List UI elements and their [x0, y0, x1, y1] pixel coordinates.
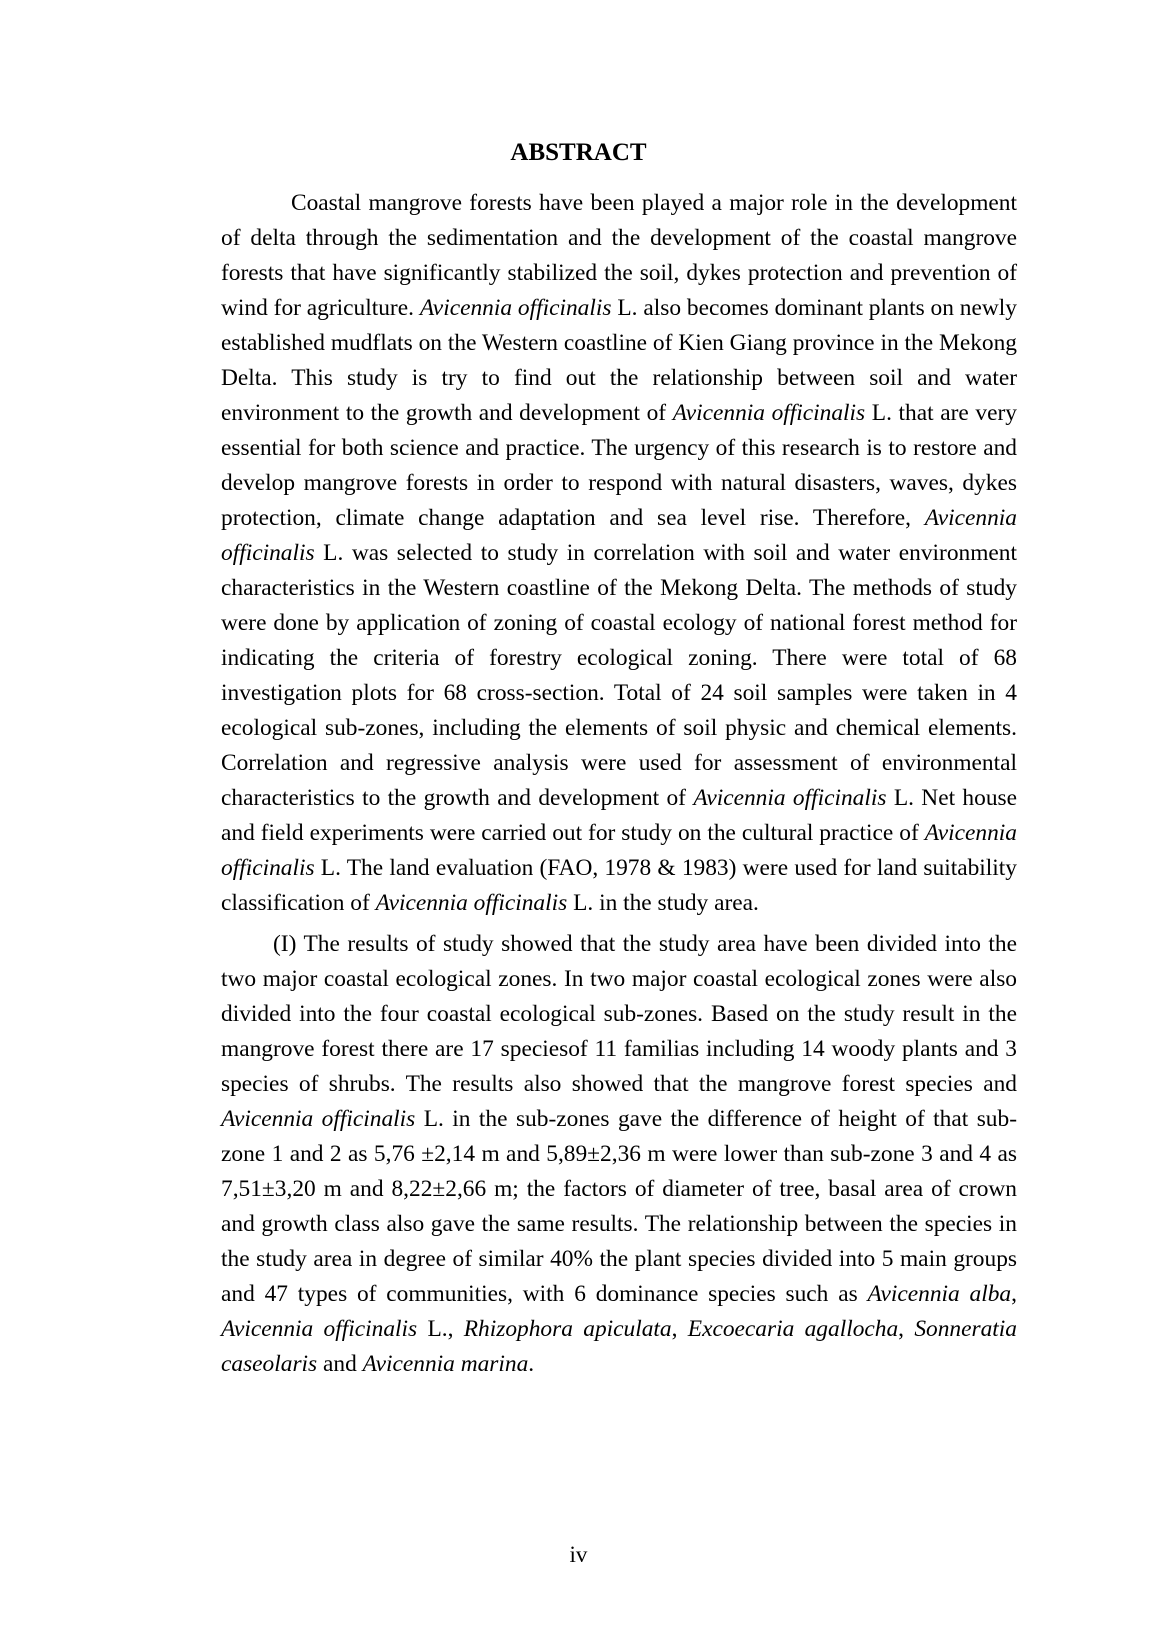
text-segment: .	[528, 1351, 535, 1377]
species-name: Avicennia officinalis	[672, 400, 866, 426]
text-segment: Coastal mangrove forests have been played a major role in the development of delta through the sedimentation and the development of the coastal mangrove forests that have significantly stabilized the soil, dykes protection and prevention of wind for agriculture.	[221, 190, 1017, 321]
species-name: Avicennia marina	[362, 1351, 529, 1377]
text-segment: L.,	[417, 1316, 464, 1342]
abstract-body	[221, 186, 1017, 1382]
text-segment: L. that are very essential for both science and practice. The urgency of this research is to restore and develop mangrove forests in order to respond with natural disasters, waves, dykes protection, climate change adaptation and sea level rise. Therefore,	[221, 400, 1017, 531]
species-name: Avicennia officinalis	[221, 505, 1017, 566]
text-segment: L. was selected to study in correlation with soil and water environment characteristics in the Western coastline of the Mekong Delta. The methods of study were done by application of zoning of coastal ecology of national forest method for indicating the criteria of forestry ecological zoning. There were total of 68 investigation plots for 68 cross-section. Total of 24 soil samples were taken in 4 ecological sub-zones, including the elements of soil physic and chemical elements. Correlation and regressive analysis were used for assessment of environmental characteristics to the growth and development of	[221, 540, 1017, 811]
text-segment: ,	[898, 1316, 915, 1342]
species-name: Avicennia officinalis	[221, 820, 1017, 881]
species-name: Avicennia officinalis	[375, 890, 568, 916]
page-title: ABSTRACT	[510, 139, 647, 166]
species-name: Avicennia officinalis	[221, 1316, 418, 1342]
species-name: Rhizophora apiculata	[463, 1316, 672, 1342]
species-name: Avicennia officinalis	[693, 785, 887, 811]
species-name: Excoecaria agallocha	[687, 1316, 899, 1342]
text-segment: ,	[1011, 1281, 1017, 1307]
text-segment: ,	[671, 1316, 688, 1342]
text-segment: L. The land evaluation (FAO, 1978 & 1983) were used for land suitability classification of	[221, 855, 1017, 916]
text-segment: (I) The results of study showed that the study area have been divided into the two major coastal ecological zones. In two major coastal ecological zones were also divided into the four coastal ecological sub-zones. Based on the study result in the mangrove forest there are 17 speciesof 11 familias including 14 woody plants and 3 species of shrubs. The results also showed that the mangrove forest species and	[221, 931, 1017, 1097]
paragraph-2	[221, 927, 1017, 1382]
species-name: Avicennia alba	[867, 1281, 1012, 1307]
species-name: Sonneratia caseolaris	[221, 1316, 1017, 1377]
text-segment: and	[317, 1351, 363, 1377]
species-name: Avicennia officinalis	[221, 1106, 416, 1132]
text-segment: L. in the sub-zones gave the difference of height of that sub-zone 1 and 2 as 5,76 ±2,14 m and 5,89±2,36 m were lower than sub-zone 3 and 4 as 7,51±3,20 m and 8,22±2,66 m; the factors of diameter of tree, basal area of crown and growth class also gave the same results. The relationship between the species in the study area in degree of similar 40% the plant species divided into 5 main groups and 47 types of communities, with 6 dominance species such as	[221, 1106, 1017, 1307]
species-name: Avicennia officinalis	[419, 295, 612, 321]
page-number: iv	[569, 1542, 588, 1567]
text-segment: L. Net house and field experiments were carried out for study on the cultural practice of	[221, 785, 1017, 846]
text-segment: L. in the study area.	[567, 890, 759, 916]
text-segment: L. also becomes dominant plants on newly established mudflats on the Western coastline of Kien Giang province in the Mekong Delta. This study is try to find out the relationship between soil and water environment to the growth and development of	[221, 295, 1017, 426]
paragraph-1	[221, 186, 1017, 921]
